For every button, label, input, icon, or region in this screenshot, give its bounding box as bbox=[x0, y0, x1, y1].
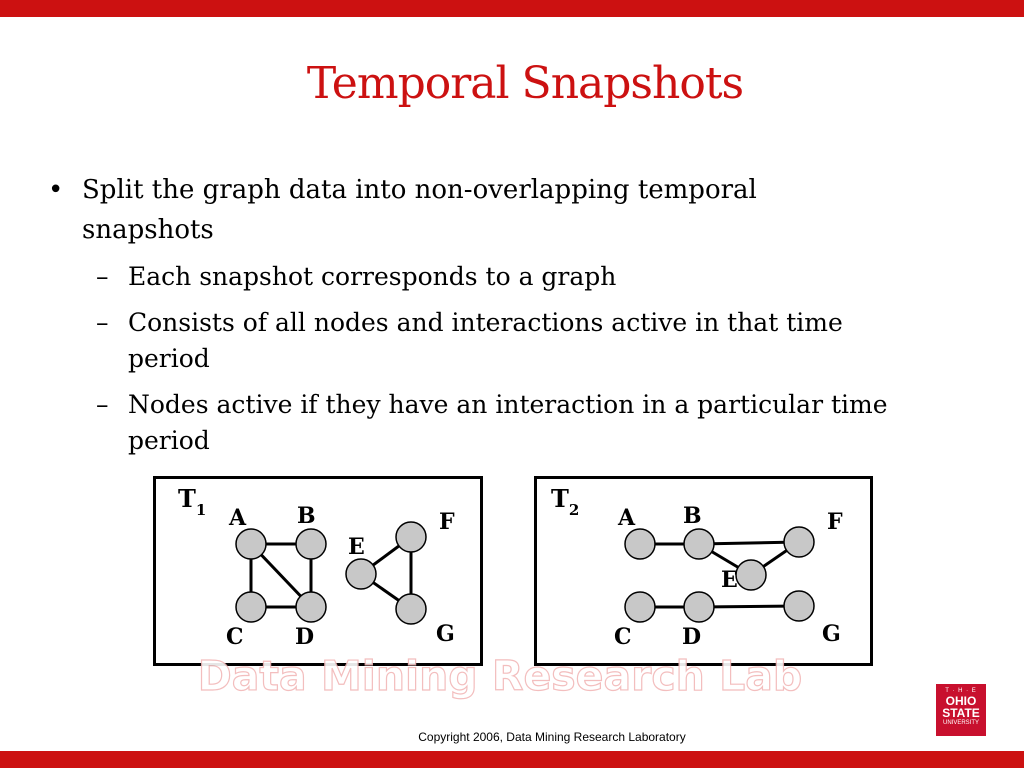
sub-bullet-text: Each snapshot corresponds to a graph bbox=[128, 262, 617, 291]
node-label-E: E bbox=[348, 534, 365, 560]
node-B bbox=[296, 529, 326, 559]
node-label-G: G bbox=[436, 621, 455, 647]
node-F bbox=[784, 527, 814, 557]
bullet-marker: • bbox=[48, 175, 64, 205]
main-bullet-text: Split the graph data into non-overlapping temporal snapshots bbox=[82, 175, 757, 245]
node-A bbox=[236, 529, 266, 559]
copyright-text: Copyright 2006, Data Mining Research Laboratory bbox=[418, 730, 686, 744]
sub-bullet-text: Nodes active if they have an interaction in a particular time period bbox=[128, 390, 888, 455]
node-label-G: G bbox=[822, 621, 841, 647]
dash-marker: – bbox=[96, 308, 109, 337]
node-C bbox=[236, 592, 266, 622]
top-accent-bar bbox=[0, 0, 1024, 17]
logo-line-state: STATE bbox=[942, 706, 980, 720]
node-label-A: A bbox=[618, 505, 636, 531]
logo-line-university: UNIVERSITY bbox=[942, 720, 979, 726]
node-label-C: C bbox=[226, 624, 244, 650]
node-label-E: E bbox=[721, 567, 738, 593]
node-label-A: A bbox=[229, 505, 247, 531]
node-label-B: B bbox=[297, 503, 316, 529]
sub-bullet-text: Consists of all nodes and interactions active in that time period bbox=[128, 308, 843, 373]
node-G bbox=[784, 591, 814, 621]
snapshot-graph-t2 bbox=[537, 479, 876, 669]
node-D bbox=[296, 592, 326, 622]
node-F bbox=[396, 522, 426, 552]
snapshot-graph-t1 bbox=[156, 479, 486, 669]
dash-marker: – bbox=[96, 390, 109, 419]
logo-line-the: T · H · E bbox=[945, 688, 977, 694]
logo-line-ohio: OHIO bbox=[945, 694, 977, 708]
node-D bbox=[684, 592, 714, 622]
snapshot-subscript: 2 bbox=[568, 501, 580, 519]
node-E bbox=[346, 559, 376, 589]
slide-title: Temporal Snapshots bbox=[306, 58, 744, 109]
ohio-state-logo bbox=[936, 684, 986, 736]
snapshot-panel-t2 bbox=[534, 476, 873, 666]
node-label-D: D bbox=[295, 624, 315, 650]
node-C bbox=[625, 592, 655, 622]
node-E bbox=[736, 560, 766, 590]
snapshot-subscript: 1 bbox=[195, 501, 207, 519]
watermark-text: Data Mining Research Lab bbox=[197, 652, 803, 700]
node-label-F: F bbox=[439, 509, 455, 535]
node-G bbox=[396, 594, 426, 624]
bottom-accent-bar bbox=[0, 751, 1024, 768]
node-label-B: B bbox=[683, 503, 702, 529]
node-label-D: D bbox=[682, 624, 702, 650]
dash-marker: – bbox=[96, 262, 109, 291]
node-B bbox=[684, 529, 714, 559]
snapshot-panel-t1 bbox=[153, 476, 483, 666]
snapshot-label: $T_1$ bbox=[178, 484, 207, 519]
node-label-C: C bbox=[614, 624, 632, 650]
node-label-F: F bbox=[827, 509, 843, 535]
node-A bbox=[625, 529, 655, 559]
snapshot-label: $T_2$ bbox=[551, 484, 580, 519]
